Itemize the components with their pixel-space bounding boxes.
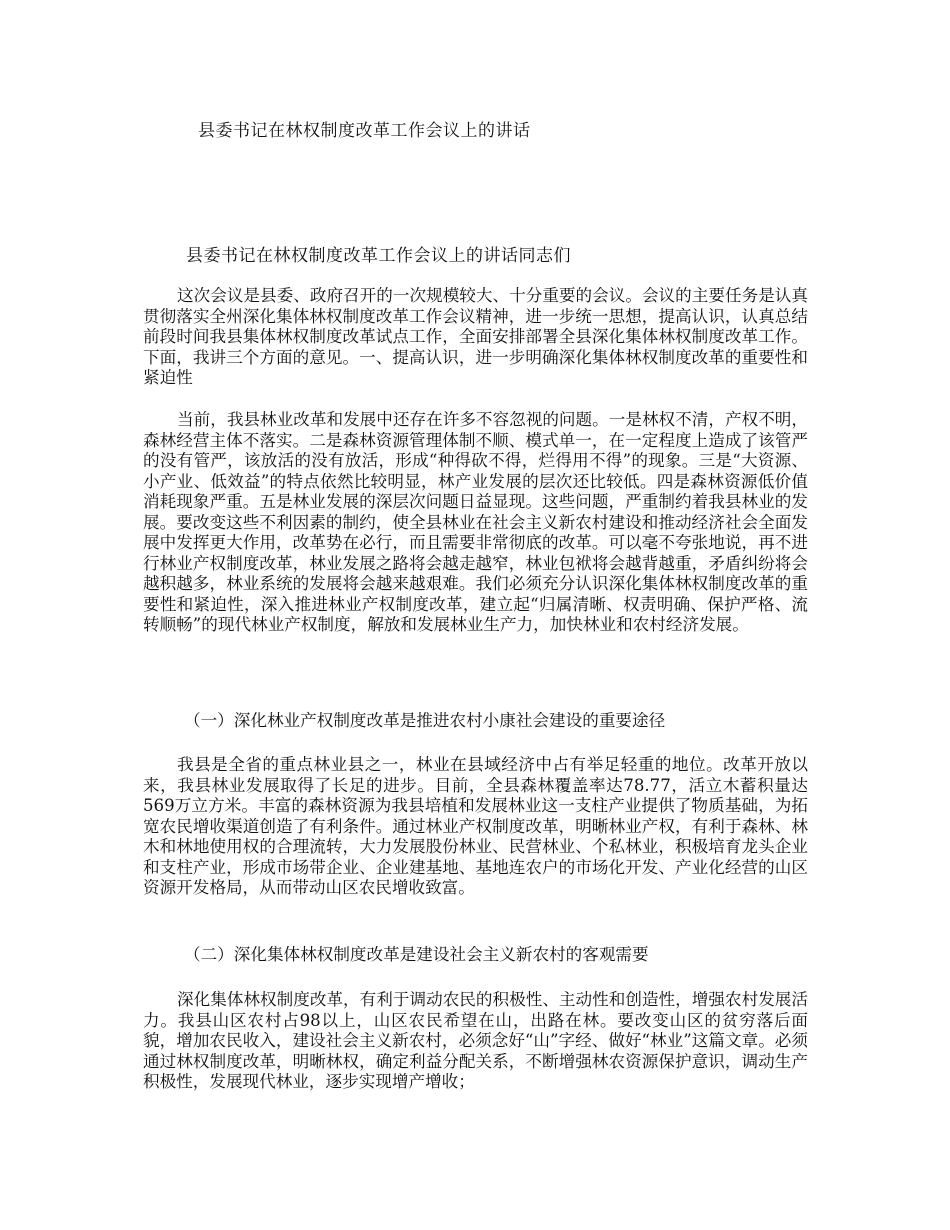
section-heading-1: （一）深化林业产权制度改革是推进农村小康社会建设的重要途径 [184, 711, 666, 730]
paragraph-section-2: 深化集体林权制度改革，有利于调动农民的积极性、主动性和创造性，增强农村发展活力。我县山区农村占98以上，山区农民希望在山，出路在林。要改变山区的贫穷落后面貌，增加农民收入，建设社会主义新农村，必须念好“山”字经、做好“林业”这篇文章。必须通过林权制度改革，明晰林权，确定利益分配关系，不断增强林农资源保护意识，调动生产积极性，发展现代林业，逐步实现增产增收； [143, 990, 808, 1091]
speech-heading: 县委书记在林权制度改革工作会议上的讲话同志们 [186, 246, 571, 266]
paragraph-problems: 当前，我县林业改革和发展中还存在许多不容忽视的问题。一是林权不清，产权不明，森林经营主体不落实。二是森林资源管理体制不顺、模式单一，在一定程度上造成了该管严的没有管严，该放活的没有放活，形成“种得砍不得，烂得用不得”的现象。三是“大资源、小产业、低效益”的特点依然比较明显，林产业发展的层次还比较低。四是森林资源低价值消耗现象严重。五是林业发展的深层次问题日益显现。这些问题，严重制约着我县林业的发展。要改变这些不利因素的制约，使全县林业在社会主义新农村建设和推动经济社会全面发展中发挥更大作用，改革势在必行，而且需要非常彻底的改革。可以毫不夸张地说，再不进行林业产权制度改革，林业发展之路将会越走越窄，林业包袱将会越背越重，矛盾纠纷将会越积越多，林业系统的发展将会越来越艰难。我们必须充分认识深化集体林权制度改革的重要性和紧迫性，深入推进林业产权制度改革，建立起“归属清晰、权责明确、保护严格、流转顺畅”的现代林业产权制度，解放和发展林业生产力，加快林业和农村经济发展。 [143, 410, 808, 634]
section-heading-2: （二）深化集体林权制度改革是建设社会主义新农村的客观需要 [184, 945, 649, 964]
paragraph-section-1: 我县是全省的重点林业县之一，林业在县域经济中占有举足轻重的地位。改革开放以来，我县林业发展取得了长足的进步。目前，全县森林覆盖率达78.77，活立木蓄积量达569万立方米。丰富的森林资源为我县培植和发展林业这一支柱产业提供了物质基础，为拓宽农民增收渠道创造了有利条件。通过林业产权制度改革，明晰林业产权，有利于森林、林木和林地使用权的合理流转，大力发展股份林业、民营林业、个私林业，积极培育龙头企业和支柱产业，形成市场带企业、企业建基地、基地连农户的市场化开发、产业化经营的山区资源开发格局，从而带动山区农民增收致富。 [143, 755, 808, 897]
paragraph-opening: 这次会议是县委、政府召开的一次规模较大、十分重要的会议。会议的主要任务是认真贯彻落实全州深化集体林权制度改革工作会议精神，进一步统一思想，提高认识，认真总结前段时间我县集体林权制度改革试点工作，全面安排部署全县深化集体林权制度改革工作。下面，我讲三个方面的意见。一、提高认识，进一步明确深化集体林权制度改革的重要性和紧迫性 [143, 286, 808, 387]
document-title: 县委书记在林权制度改革工作会议上的讲话 [198, 121, 531, 141]
